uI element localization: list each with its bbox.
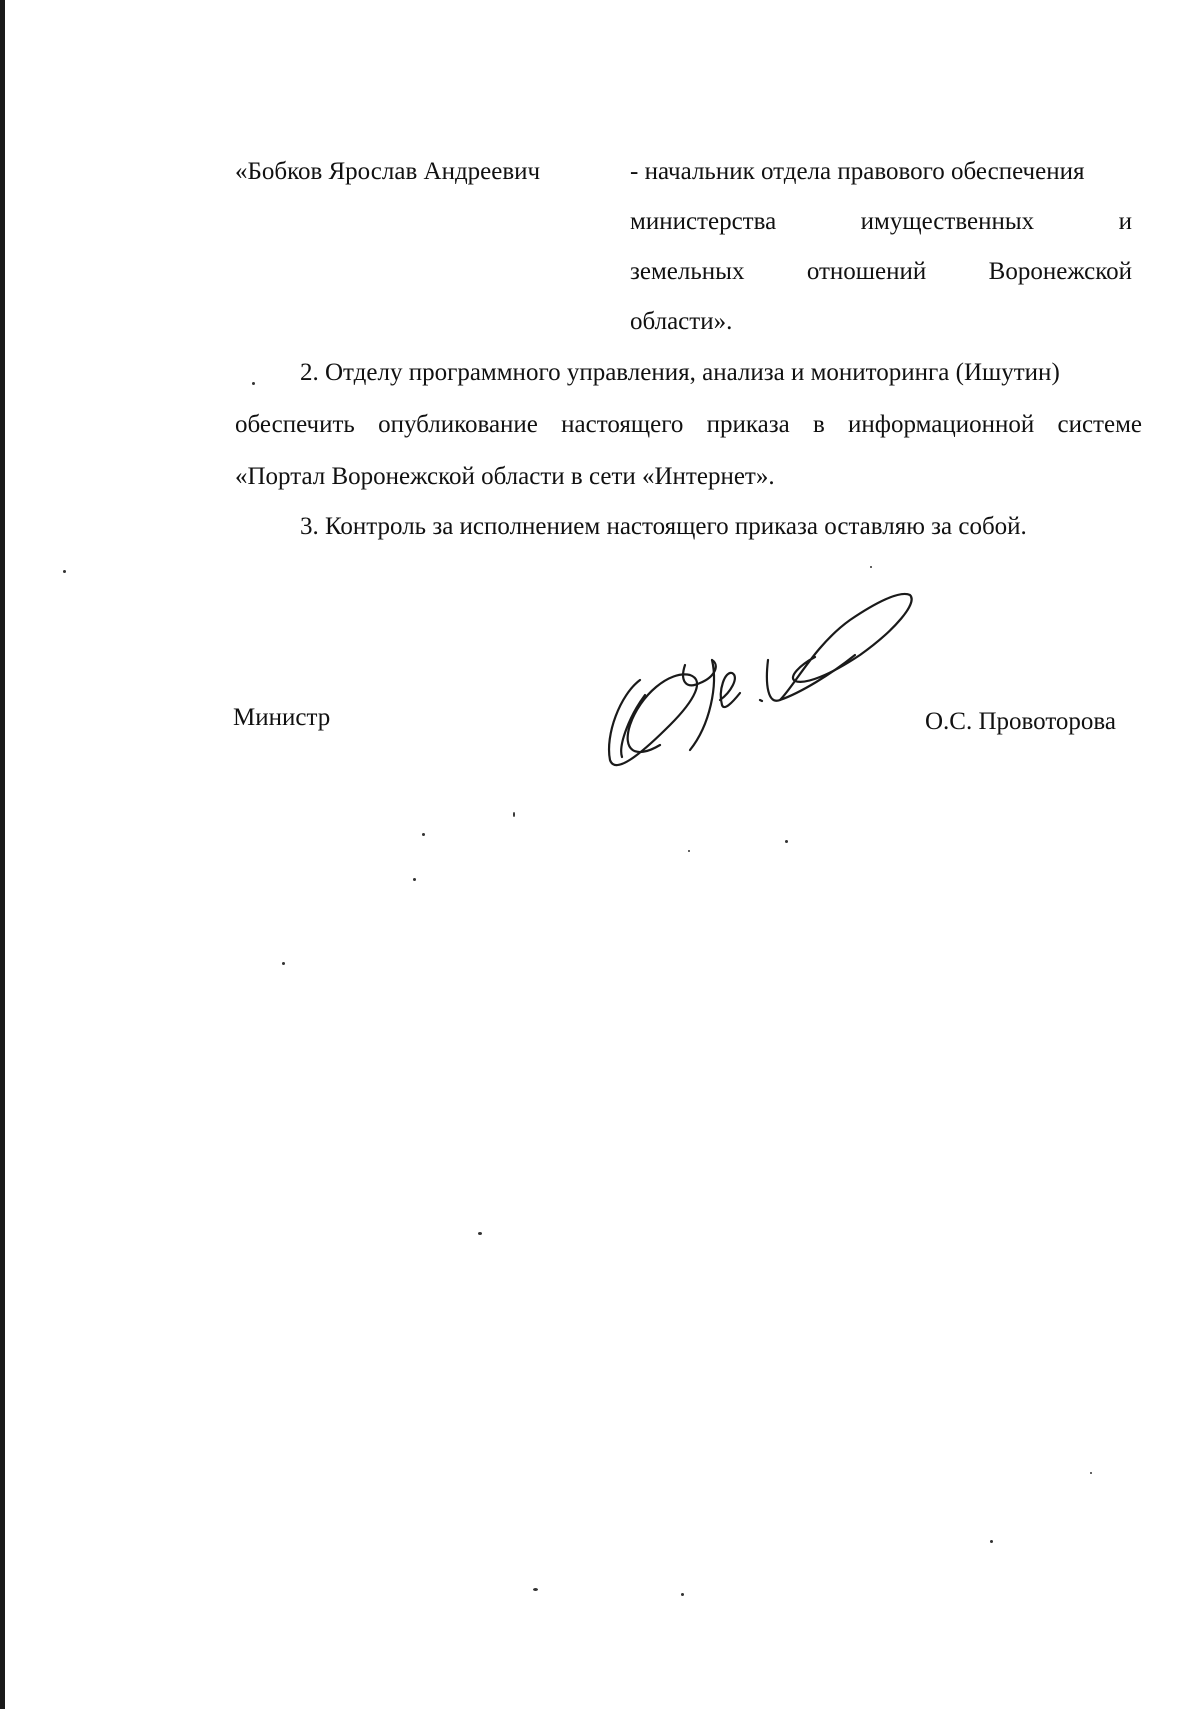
scan-speck [785,840,788,843]
handwritten-signature [600,585,930,785]
member-position-line-3: земельных отношений Воронежской [630,258,1132,285]
member-name: «Бобков Ярослав Андреевич [235,158,541,185]
scan-speck [282,962,285,965]
signatory-name: О.С. Провоторова [925,708,1117,735]
scan-speck [478,1232,482,1235]
member-position-line-2: министерства имущественных и [630,208,1132,235]
scan-speck [422,833,425,836]
member-position-line-4: области». [630,308,733,335]
scan-speck [533,1588,538,1591]
scan-speck [681,1593,684,1596]
scan-speck [63,570,66,573]
scan-speck [252,382,255,385]
scan-speck [1090,1472,1092,1474]
scan-speck [870,566,872,568]
scan-speck [688,850,690,852]
signatory-role: Министр [233,704,331,731]
item-2-line-3: «Портал Воронежской области в сети «Интернет». [235,463,775,490]
item-2-line-1: 2. Отделу программного управления, анализа и мониторинга (Ишутин) [300,359,1060,386]
scan-speck [513,812,515,817]
scan-speck [413,878,416,881]
scan-edge [0,0,5,1709]
member-position-line-1: - начальник отдела правового обеспечения [630,158,1085,185]
item-2-line-2: обеспечить опубликование настоящего приказа в информационной системе [235,411,1142,438]
item-3-line-1: 3. Контроль за исполнением настоящего приказа оставляю за собой. [300,513,1027,540]
scan-speck [990,1540,993,1543]
